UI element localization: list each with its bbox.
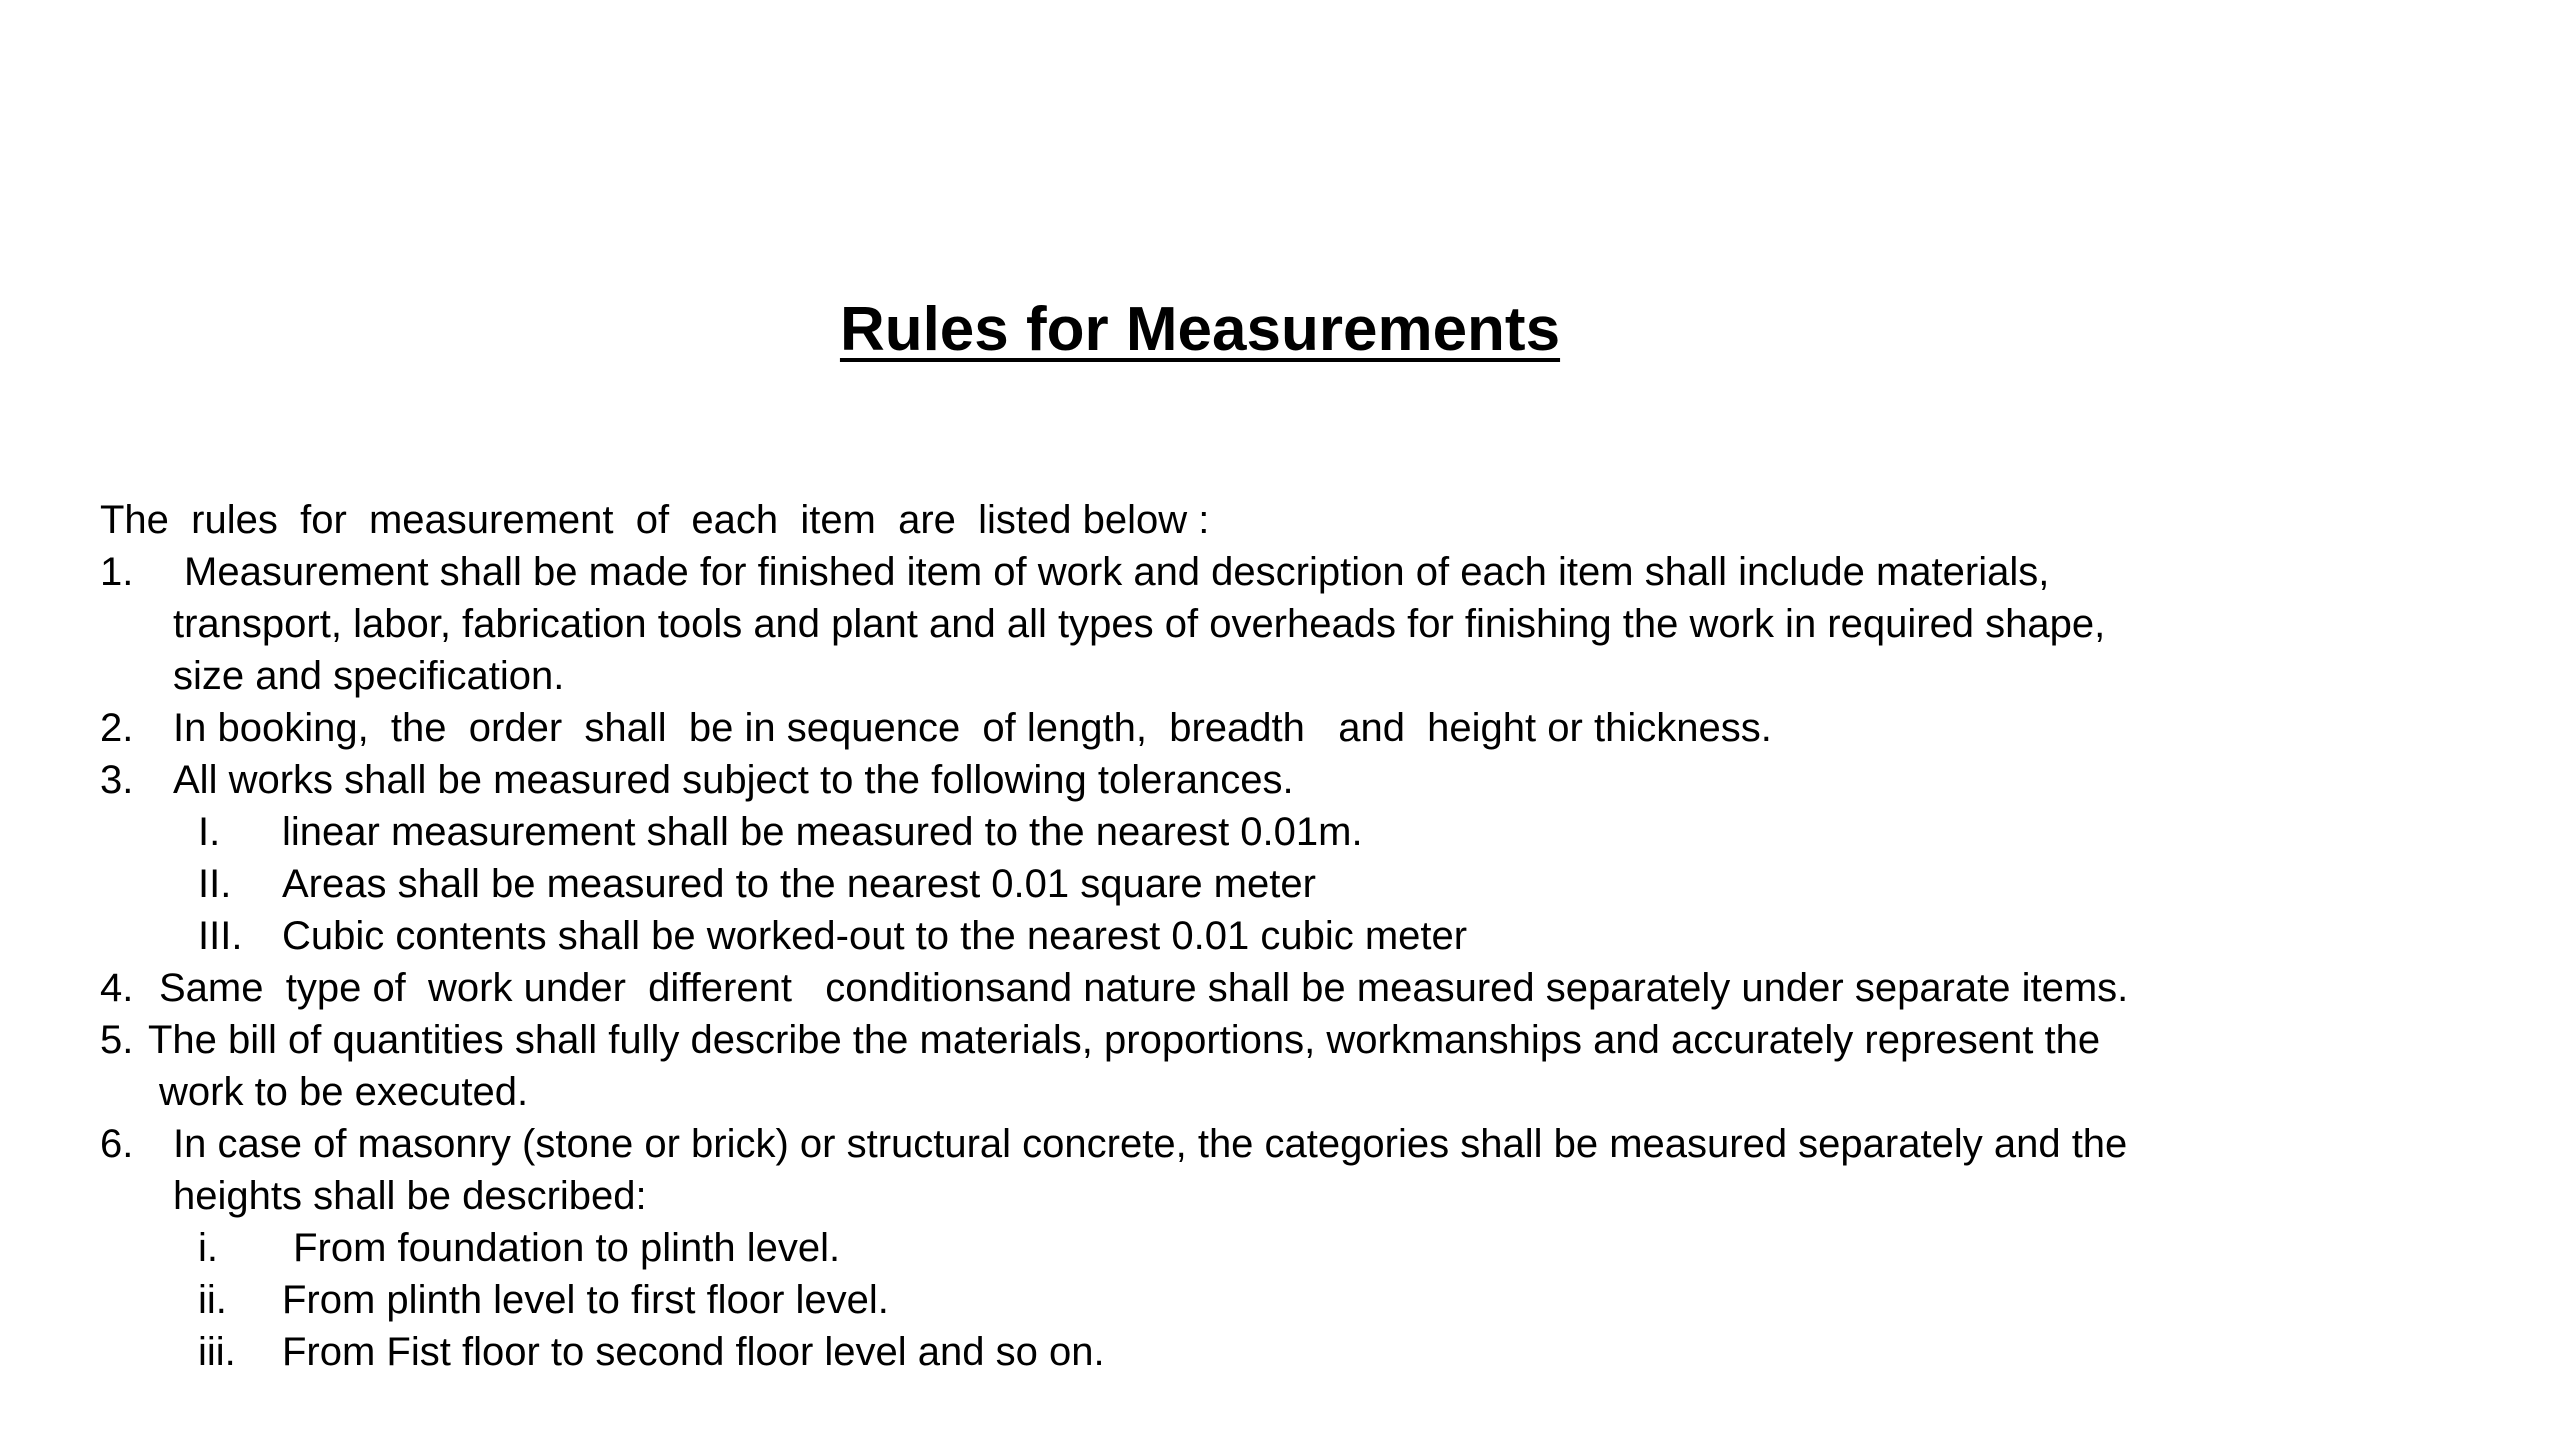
rule-6-sub-1-text: From foundation to plinth level. (282, 1226, 841, 1270)
rule-4-line-1: Same type of work under different conditionsand nature shall be measured separately under separate items. (159, 966, 2129, 1010)
rule-3-line-1: All works shall be measured subject to the following tolerances. (173, 758, 1294, 802)
rule-6-line-2: heights shall be described: (173, 1174, 647, 1218)
rule-3-sub-3-text: Cubic contents shall be worked-out to the nearest 0.01 cubic meter (282, 914, 1468, 958)
rule-3-sub-1-text: linear measurement shall be measured to the nearest 0.01m. (282, 810, 1363, 854)
rule-3-sub-2-text: Areas shall be measured to the nearest 0.01 square meter (282, 862, 1316, 906)
rule-6-sub-3-number: iii. (198, 1330, 236, 1374)
rule-1-line-1: Measurement shall be made for finished item of work and description of each item shall include materials, (184, 550, 2050, 594)
page-title: Rules for Measurements (839, 295, 1561, 364)
rule-1-number: 1. (100, 550, 134, 594)
rule-6-line-1: In case of masonry (stone or brick) or structural concrete, the categories shall be measured separately and the (173, 1122, 2128, 1166)
rule-6-number: 6. (100, 1122, 134, 1166)
rule-3-sub-1-number: I. (198, 810, 221, 854)
rule-1-line-3: size and specification. (173, 654, 565, 698)
intro-text: The rules for measurement of each item are listed below : (100, 498, 1210, 542)
rule-5-number: 5. (100, 1018, 134, 1062)
rule-5-line-2: work to be executed. (159, 1070, 529, 1114)
rule-4-number: 4. (100, 966, 134, 1010)
rule-6-sub-2-number: ii. (198, 1278, 227, 1322)
rule-3-sub-2-number: II. (198, 862, 232, 906)
rule-1-line-2: transport, labor, fabrication tools and plant and all types of overheads for finishing the work in required shape, (173, 602, 2106, 646)
rule-6-sub-3-text: From Fist floor to second floor level and so on. (282, 1330, 1105, 1374)
rule-5-line-1: The bill of quantities shall fully describe the materials, proportions, workmanships and accurately represent the (148, 1018, 2101, 1062)
rule-2-number: 2. (100, 706, 134, 750)
rule-6-sub-2-text: From plinth level to first floor level. (282, 1278, 889, 1322)
rule-6-sub-1-number: i. (198, 1226, 218, 1270)
rule-2-line-1: In booking, the order shall be in sequence of length, breadth and height or thickness. (173, 706, 1772, 750)
rule-3-number: 3. (100, 758, 134, 802)
rule-3-sub-3-number: III. (198, 914, 243, 958)
